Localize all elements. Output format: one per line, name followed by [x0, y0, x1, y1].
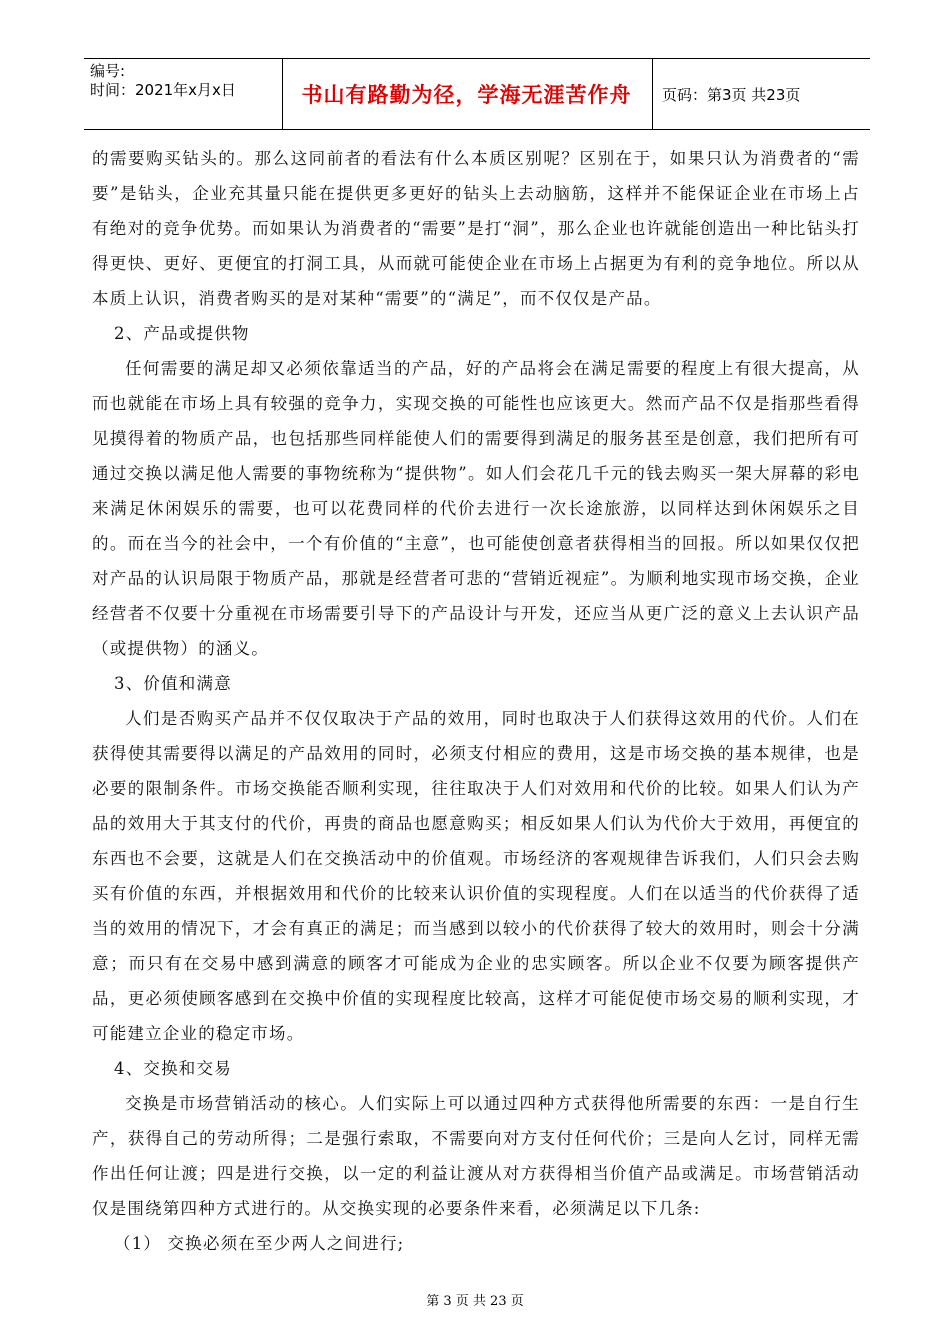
paragraph-2: 任何需要的满足却又必须依靠适当的产品，好的产品将会在满足需要的程度上有很大提高，从而也就能在市场上具有较强的竞争力，实现交换的可能性也应该更大。然而产品不仅是指那些看得见摸得着的物质产品，也包括那些同样能使人们的需要得到满足的服务甚至是创意，我们把所有可通过交换以满足他人需要的事物统称为“提供物”。如人们会花几千元的钱去购买一架大屏幕的彩电来满足休闲娱乐的需要，也可以花费同样的代价去进行一次长途旅游，以同样达到休闲娱乐之目的。而在当今的社会中，一个有价值的“主意”，也可能使创意者获得相当的回报。所以如果仅仅把对产品的认识局限于物质产品，那就是经营者可悲的“营销近视症”。为顺利地实现市场交换，企业经营者不仅要十分重视在市场需要引导下的产品设计与开发，还应当从更广泛的意义上去认识产品（或提供物）的涵义。: [92, 359, 860, 658]
document-body: [92, 141, 860, 1261]
paragraph-4: 交换是市场营销活动的核心。人们实际上可以通过四种方式获得他所需要的东西：一是自行生产，获得自己的劳动所得；二是强行索取，不需要向对方支付任何代价；三是向人乞讨，同样无需作出任何让渡；四是进行交换，以一定的利益让渡从对方获得相当价值产品或满足。市场营销活动仅是围绕第四种方式进行的。从交换实现的必要条件来看，必须满足以下几条:: [92, 1094, 860, 1218]
section-heading-4: 4、交换和交易: [114, 1059, 232, 1078]
list-item-1: （1） 交换必须在至少两人之间进行;: [114, 1234, 405, 1253]
page-header: [84, 58, 870, 130]
time-label: 时间：2021年x月x日: [90, 81, 236, 99]
header-page-label: 页码：第3页 共23页: [662, 85, 801, 104]
header-motto: 书山有路勤为径，学海无涯苦作舟: [301, 83, 632, 107]
section-heading-2: 2、产品或提供物: [114, 324, 250, 343]
paragraph-3: 人们是否购买产品并不仅仅取决于产品的效用，同时也取决于人们获得这效用的代价。人们在获得使其需要得以满足的产品效用的同时，必须支付相应的费用，这是市场交换的基本规律，也是必要的限制条件。市场交换能否顺利实现，往往取决于人们对效用和代价的比较。如果人们认为产品的效用大于其支付的代价，再贵的商品也愿意购买；相反如果人们认为代价大于效用，再便宜的东西也不会要，这就是人们在交换活动中的价值观。市场经济的客观规律告诉我们，人们只会去购买有价值的东西，并根据效用和代价的比较来认识价值的实现程度。人们在以适当的代价获得了适当的效用的情况下，才会有真正的满足；而当感到以较小的代价获得了较大的效用时，则会十分满意；而只有在交易中感到满意的顾客才可能成为企业的忠实顾客。所以企业不仅要为顾客提供产品，更必须使顾客感到在交换中价值的实现程度比较高，这样才可能促使市场交易的顺利实现，才可能建立企业的稳定市场。: [92, 709, 860, 1043]
paragraph-1: 的需要购买钻头的。那么这同前者的看法有什么本质区别呢？区别在于，如果只认为消费者的“需要”是钻头，企业充其量只能在提供更多更好的钻头上去动脑筋，这样并不能保证企业在市场上占有绝对的竞争优势。而如果认为消费者的“需要”是打“洞”，那么企业也许就能创造出一种比钻头打得更快、更好、更便宜的打洞工具，从而就可能使企业在市场上占据更为有利的竞争地位。所以从本质上认识，消费者购买的是对某种“需要”的“满足”，而不仅仅是产品。: [92, 149, 860, 308]
page-footer: 第 3 页 共 23 页: [426, 1294, 524, 1309]
section-heading-3: 3、价值和满意: [114, 674, 232, 693]
number-label: 编号:: [90, 62, 126, 80]
header-meta: [90, 62, 236, 100]
header-divider-left: [282, 59, 283, 129]
header-divider-right: [652, 59, 653, 129]
